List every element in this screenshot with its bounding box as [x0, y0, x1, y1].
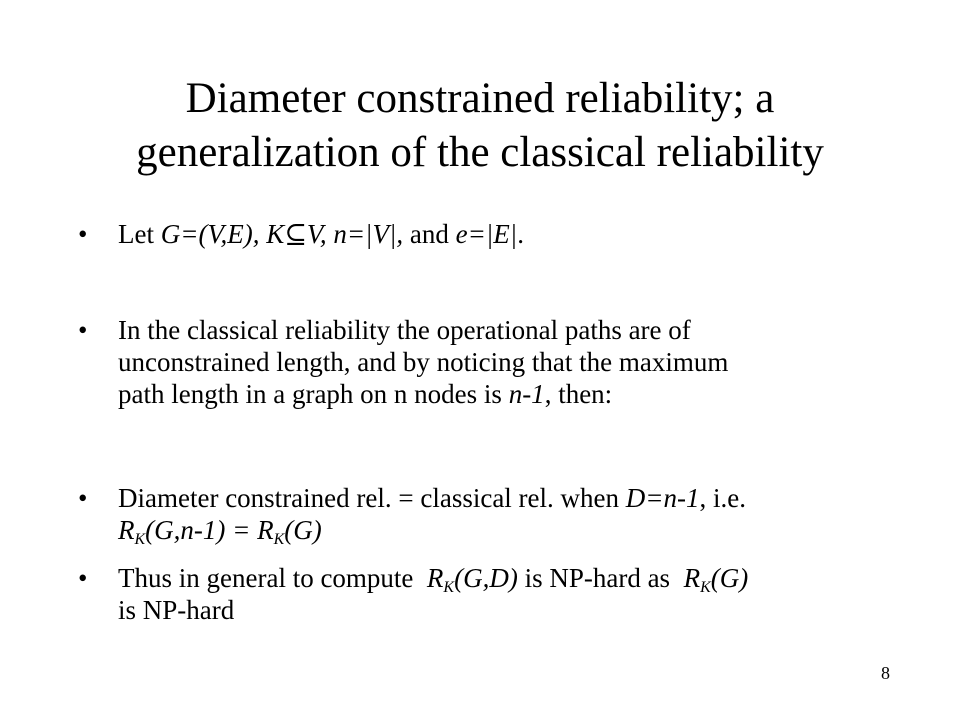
- text-run: Diameter constrained rel. = classical rel. when: [118, 483, 626, 513]
- bullet-marker: •: [78, 483, 88, 513]
- text-run: is NP-hard as: [517, 563, 684, 593]
- bullet-text: [118, 218, 898, 250]
- math-run: R: [683, 563, 701, 593]
- math-run: R: [426, 563, 444, 593]
- text-run: .: [517, 219, 524, 249]
- math-run: (G,n-1) = R: [145, 515, 274, 545]
- bullet-line: [118, 482, 898, 514]
- page-number: 8: [881, 663, 890, 683]
- bullet-marker: •: [78, 563, 88, 593]
- math-run: G=(V,E), K: [160, 219, 285, 249]
- bullet-line: In the classical reliability the operational paths are of: [118, 315, 691, 345]
- bullet-text: [118, 482, 898, 546]
- bullet-marker: •: [78, 219, 88, 249]
- text-run: path length in a graph on n nodes is: [118, 379, 509, 409]
- math-run: n-1: [508, 379, 545, 409]
- math-run: (G,D): [454, 563, 518, 593]
- slide-title-line-1: Diameter constrained reliability; a: [185, 75, 775, 122]
- slide-title-line-2: generalization of the classical reliability: [136, 129, 824, 176]
- slide-title: [60, 72, 900, 180]
- subscript: K: [443, 579, 455, 596]
- bullet-marker: •: [78, 315, 88, 345]
- subscript: K: [700, 579, 711, 596]
- math-run: R: [118, 515, 135, 545]
- text-run: , i.e.: [699, 483, 746, 513]
- bullet-line: unconstrained length, and by noticing that the maximum: [118, 347, 729, 377]
- math-run: V, n=|V|,: [306, 219, 404, 249]
- math-run: e=|E|: [455, 219, 518, 249]
- bullet-text: [118, 314, 898, 410]
- text-run: Thus in general to compute: [118, 563, 427, 593]
- bullet-text: [118, 562, 898, 626]
- bullet-line: [118, 378, 898, 410]
- text-run: , then:: [544, 379, 613, 409]
- text-run: and: [403, 219, 456, 249]
- math-run: (G): [710, 563, 749, 593]
- subset-symbol: ⊆: [284, 219, 307, 249]
- math-run: D=n-1: [625, 483, 700, 513]
- subscript: K: [134, 531, 146, 548]
- bullet-line: [118, 218, 898, 250]
- bullet-line: is NP-hard: [118, 595, 235, 625]
- math-run: (G): [284, 515, 322, 545]
- bullet-line-formula: [118, 514, 898, 546]
- subscript: K: [273, 531, 285, 548]
- text-run: Let: [118, 219, 161, 249]
- bullet-line: [118, 562, 898, 594]
